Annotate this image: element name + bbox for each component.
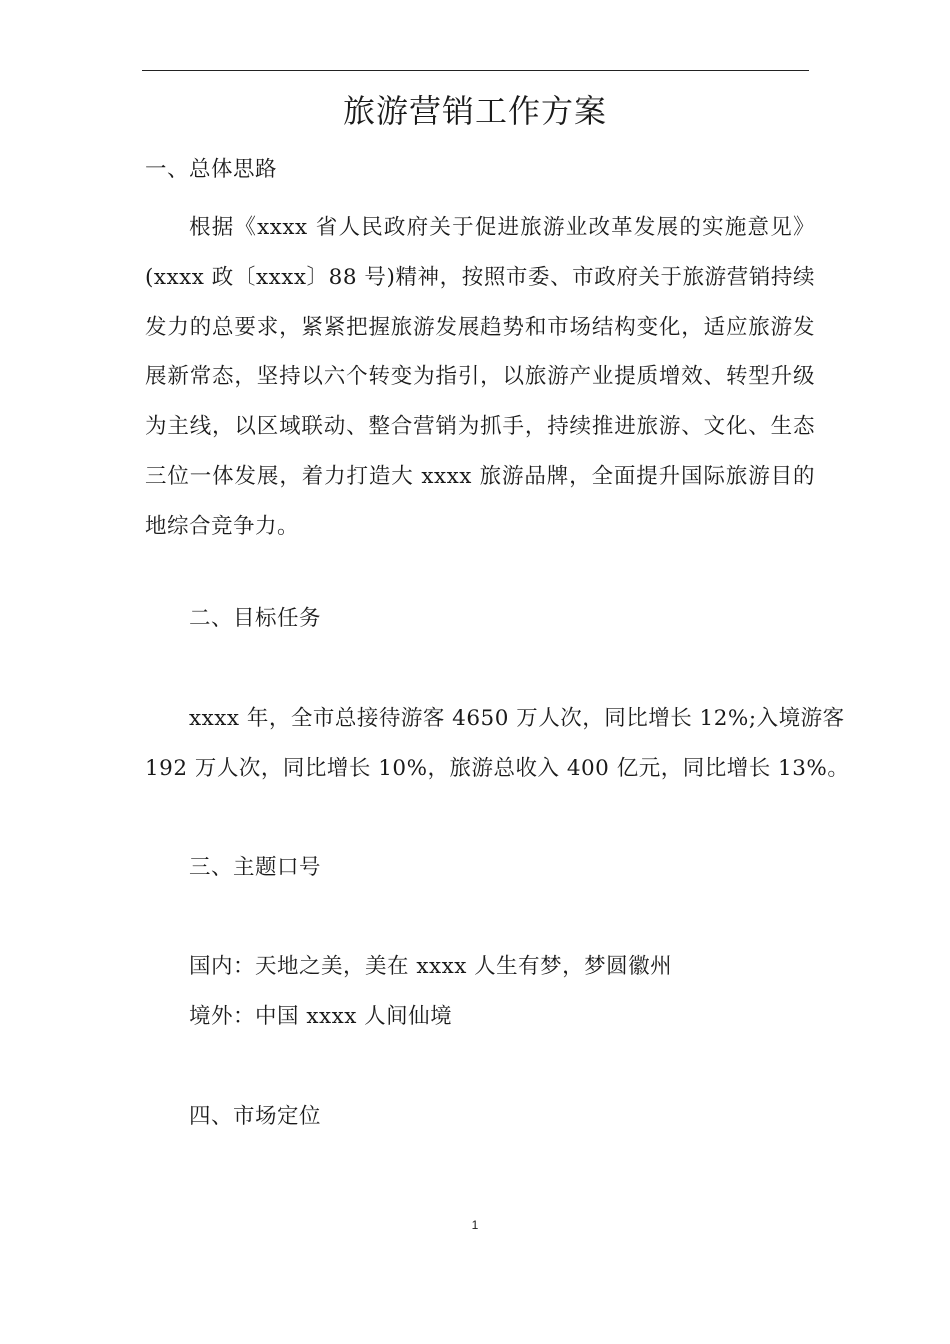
slogan-overseas: 境外：中国 xxxx 人间仙境 <box>189 1004 453 1029</box>
slogan-domestic: 国内：天地之美，美在 xxxx 人生有梦，梦圆徽州 <box>189 954 673 979</box>
section-2-heading: 二、目标任务 <box>189 606 322 631</box>
header-rule <box>142 70 809 71</box>
section-3-heading: 三、主题口号 <box>189 855 322 880</box>
section-1-heading: 一、总体思路 <box>145 157 278 182</box>
section-1-body: 根据《xxxx 省人民政府关于促进旅游业改革发展的实施意见》(xxxx 政〔xxxx〕88 号)精神，按照市委、市政府关于旅游营销持续发力的总要求，紧紧把握旅游发展趋势和市场结构变化，适应旅游发展新常态，坚持以六个转变为指引，以旅游产业提质增效、转型升级为主线，以区域联动、整合营销为抓手，持续推进旅游、文化、生态三位一体发展，着力打造大 xxxx 旅游品牌，全面提升国际旅游目的地综合竞争力。 <box>145 215 815 539</box>
page-number: 1 <box>471 1218 479 1232</box>
section-2-body-line-1: xxxx 年，全市总接待游客 4650 万人次，同比增长 12%;入境游客 <box>189 706 845 731</box>
section-4-heading: 四、市场定位 <box>189 1104 322 1129</box>
document-title: 旅游营销工作方案 <box>342 92 607 130</box>
section-2-body-line-2: 192 万人次，同比增长 10%，旅游总收入 400 亿元，同比增长 13%。 <box>145 756 850 781</box>
